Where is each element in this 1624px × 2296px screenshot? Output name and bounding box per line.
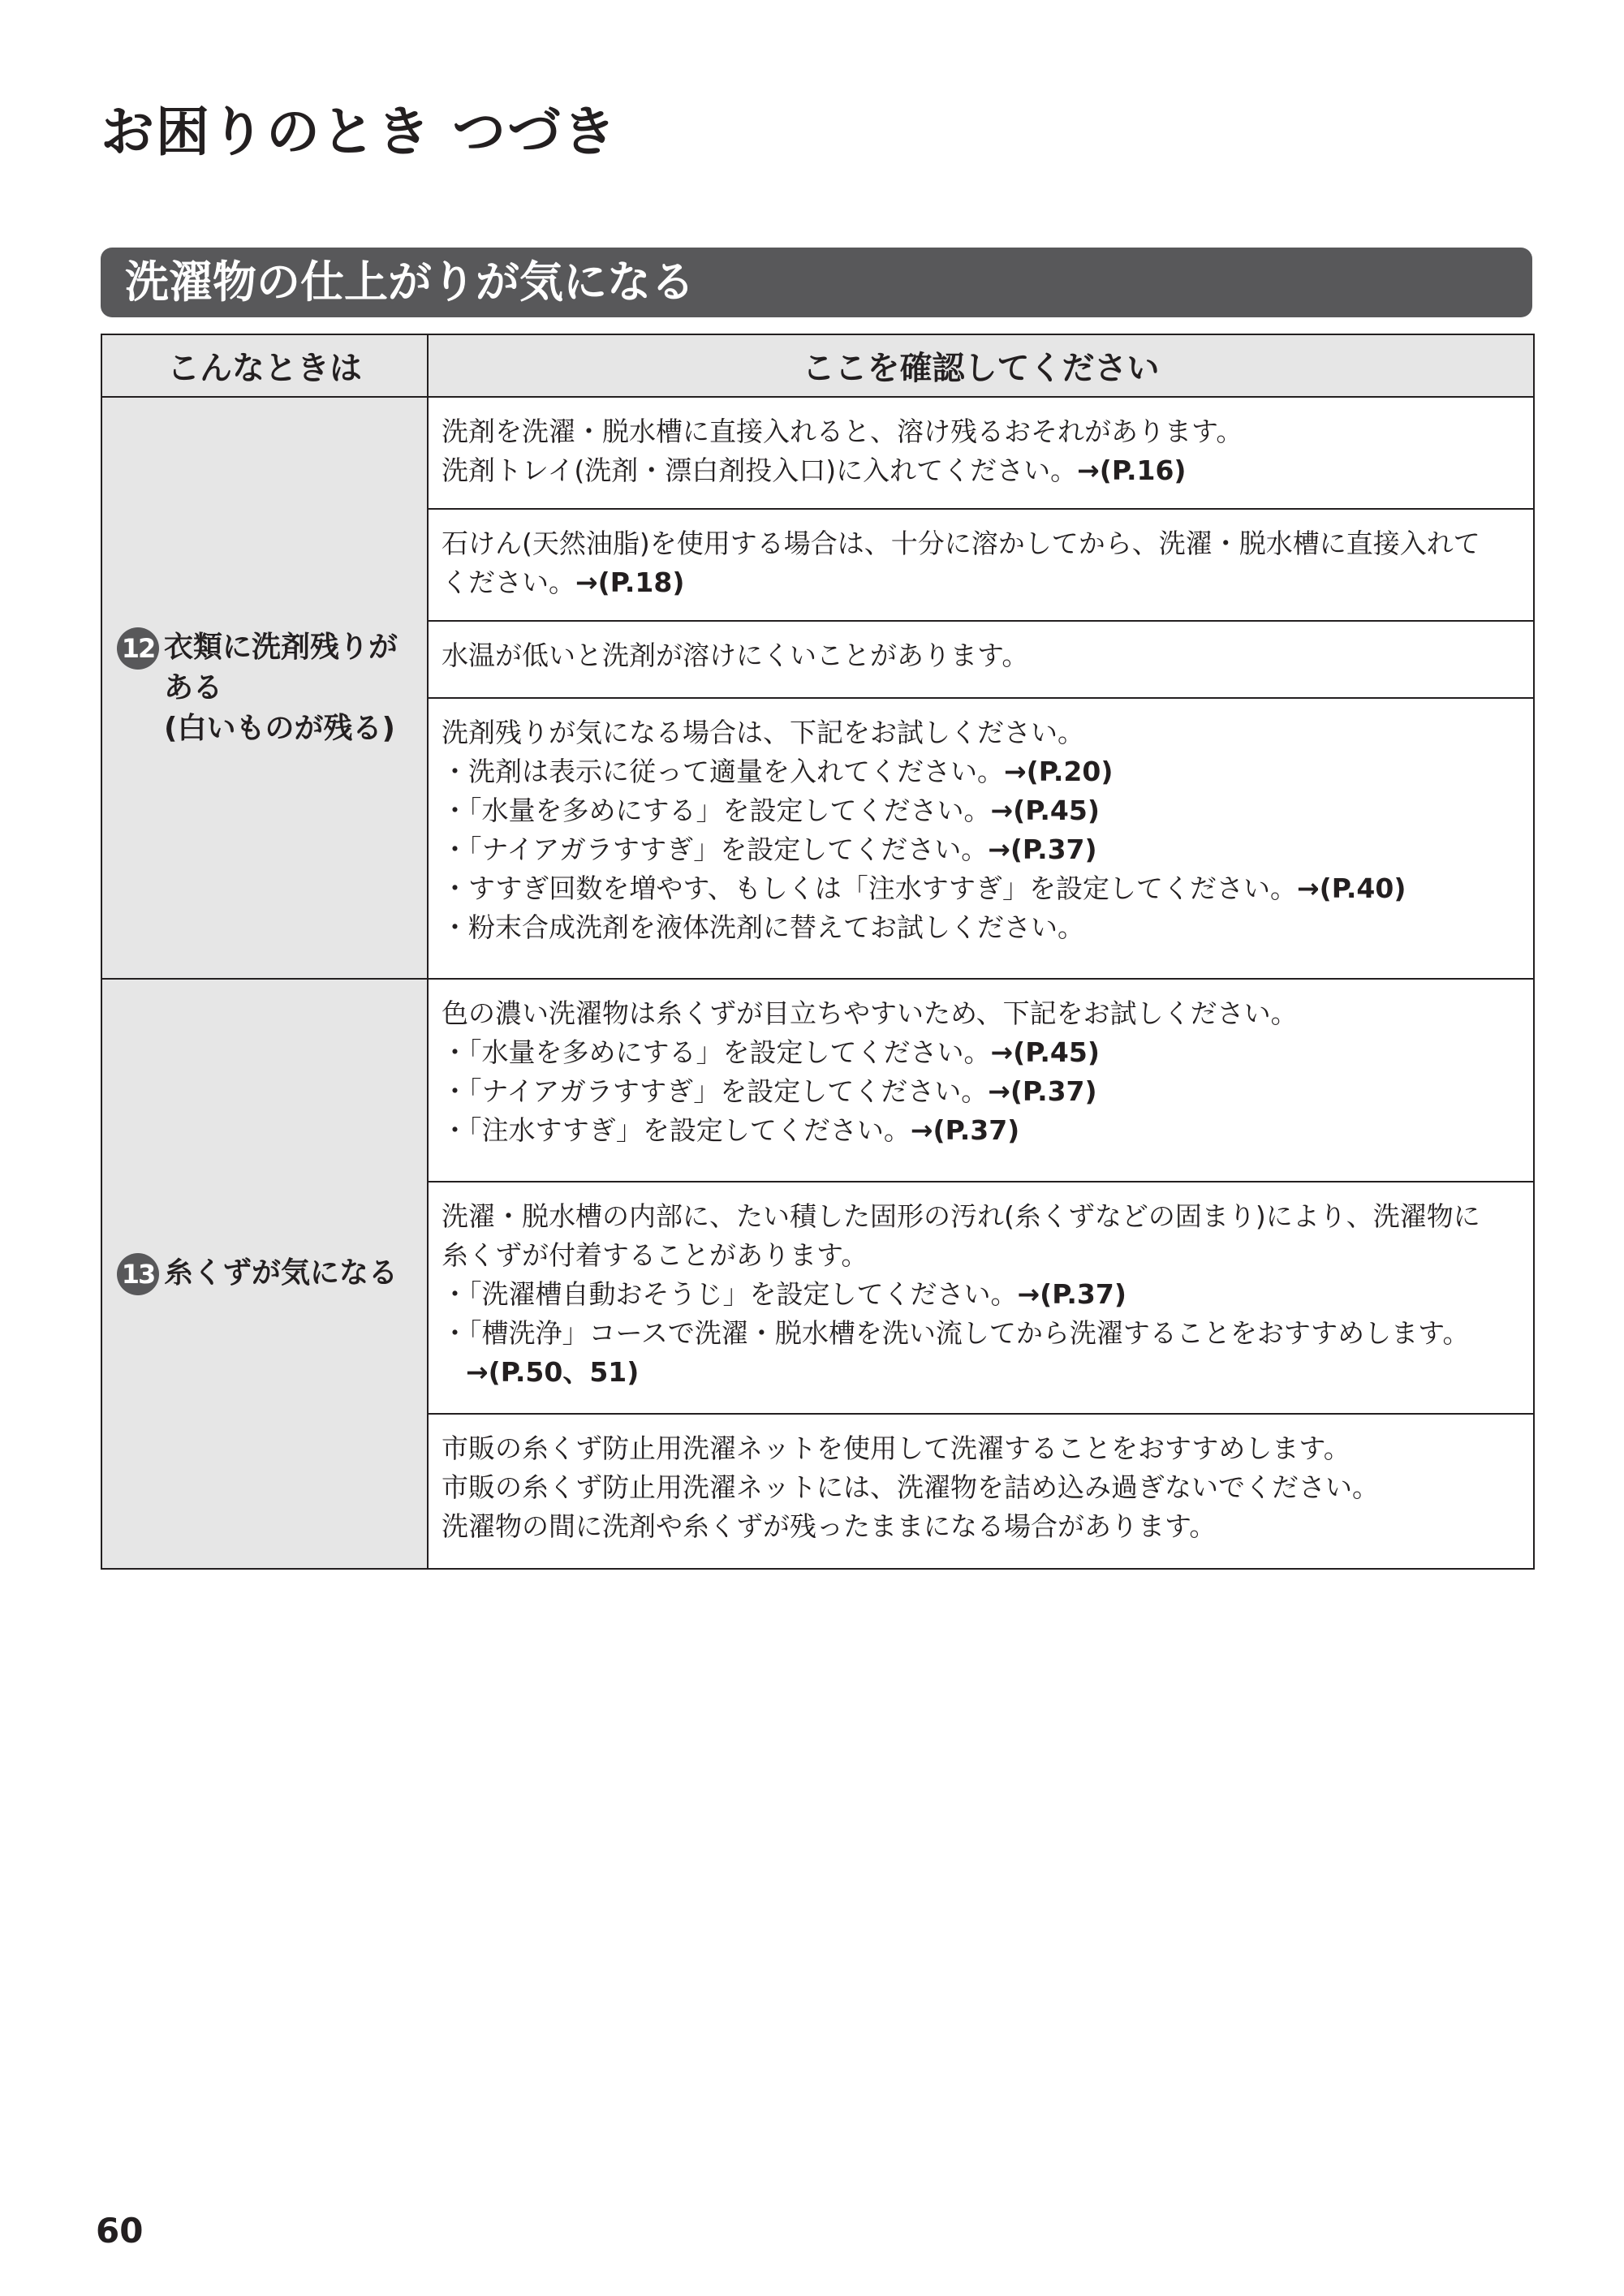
check-line [442,908,1520,947]
page-reference-link[interactable]: →(P.37) [1017,1278,1126,1310]
page-reference-link[interactable]: →(P.40) [1297,872,1406,904]
symptom-line: 糸くずが気になる [164,1256,398,1290]
check-line [442,1111,1520,1150]
check-text: 洗濯・脱水槽の内部に、たい積した固形の汚れ(糸くずなどの固まり)により、洗濯物に [442,1200,1480,1232]
symptom-cell [101,979,428,1569]
check-text: ・粉末合成洗剤を液体洗剤に替えてお試しください。 [442,911,1084,943]
check-text: ・「洗濯槽自動おそうじ」を設定してください。 [442,1278,1018,1310]
check-cell [428,621,1534,698]
check-line [442,636,1520,675]
symptom-cell [101,397,428,979]
check-cell [428,509,1534,621]
check-text: ・「槽洗浄」コースで洗濯・脱水槽を洗い流してから洗濯することをおすすめします。 [442,1317,1470,1349]
check-text: 水温が低いと洗剤が溶けにくいことがあります。 [442,640,1029,671]
check-line [442,524,1520,563]
check-text: 市販の糸くず防止用洗濯ネットを使用して洗濯することをおすすめします。 [442,1432,1350,1464]
check-text: ・「ナイアガラすすぎ」を設定してください。 [442,1075,989,1107]
symptom-line: (白いものが残る) [164,711,395,745]
check-line [442,1072,1520,1111]
check-line [442,1353,1520,1392]
check-text: 石けん(天然油脂)を使用する場合は、十分に溶かしてから、洗濯・脱水槽に直接入れて [442,528,1480,559]
check-text: ・「水量を多めにする」を設定してください。 [442,1036,991,1068]
symptom-text [164,1253,398,1294]
page-reference-link[interactable]: →(P.37) [988,1075,1097,1107]
check-cell [428,698,1534,979]
check-cell [428,1414,1534,1569]
check-line [442,994,1520,1033]
check-line [442,1314,1520,1353]
page-reference-link[interactable]: →(P.20) [1004,756,1114,787]
page-title: お困りのとき つづき [101,101,618,163]
check-text: ください。 [442,566,575,598]
symptom-line: 衣類に洗剤残りが [164,630,398,664]
number-badge: 12 [117,627,159,670]
table-row [101,979,1534,1182]
check-text: 洗剤トレイ(洗剤・漂白剤投入口)に入れてください。 [442,454,1078,486]
check-line [442,1429,1520,1468]
check-cell [428,979,1534,1182]
check-line [442,869,1520,908]
table-row [101,397,1534,509]
check-line [442,713,1520,752]
number-badge: 13 [117,1253,159,1295]
check-text: 洗剤を洗濯・脱水槽に直接入れると、溶け残るおそれがあります。 [442,416,1243,447]
check-text: ・すすぎ回数を増やす、もしくは「注水すすぎ」を設定してください。 [442,872,1298,904]
page-reference-link[interactable]: →(P.37) [988,834,1097,865]
troubleshooting-table [101,334,1535,1570]
page-reference-link[interactable]: →(P.45) [990,1036,1100,1068]
header-check: ここを確認してください [428,334,1534,397]
check-line [442,830,1520,869]
check-line [442,752,1520,791]
check-text: 市販の糸くず防止用洗濯ネットには、洗濯物を詰め込み過ぎないでください。 [442,1471,1379,1503]
check-text: ・「注水すすぎ」を設定してください。 [442,1114,911,1146]
symptom-line: ある [164,670,223,704]
check-line [442,1275,1520,1314]
check-text: 洗濯物の間に洗剤や糸くずが残ったままになる場合があります。 [442,1510,1217,1542]
check-text: ・洗剤は表示に従って適量を入れてください。 [442,756,1004,787]
check-line [442,1468,1520,1507]
section-header [101,248,1532,317]
header-symptom: こんなときは [101,334,428,397]
check-line [442,412,1520,451]
page-reference-link[interactable]: →(P.50、51) [466,1356,640,1388]
table-header-row [101,334,1534,397]
section-title: 洗濯物の仕上がりが気になる [125,256,695,308]
check-text: ・「水量を多めにする」を設定してください。 [442,795,991,826]
page-reference-link[interactable]: →(P.18) [575,566,685,598]
symptom-text [164,627,398,749]
check-text: 洗剤残りが気になる場合は、下記をお試しください。 [442,717,1084,748]
check-text: ・「ナイアガラすすぎ」を設定してください。 [442,834,989,865]
check-cell [428,1182,1534,1414]
check-line [442,1033,1520,1072]
page-number: 60 [96,2211,144,2251]
page-reference-link[interactable]: →(P.37) [910,1114,1020,1146]
check-line [442,1507,1520,1546]
check-text: 糸くずが付着することがあります。 [442,1239,868,1271]
check-line [442,1236,1520,1275]
check-cell [428,397,1534,509]
page-reference-link[interactable]: →(P.45) [990,795,1100,826]
check-line [442,563,1520,602]
check-line [442,1197,1520,1236]
check-line [442,451,1520,490]
check-text: 色の濃い洗濯物は糸くずが目立ちやすいため、下記をお試しください。 [442,997,1298,1029]
check-line [442,791,1520,830]
page-reference-link[interactable]: →(P.16) [1077,454,1187,486]
